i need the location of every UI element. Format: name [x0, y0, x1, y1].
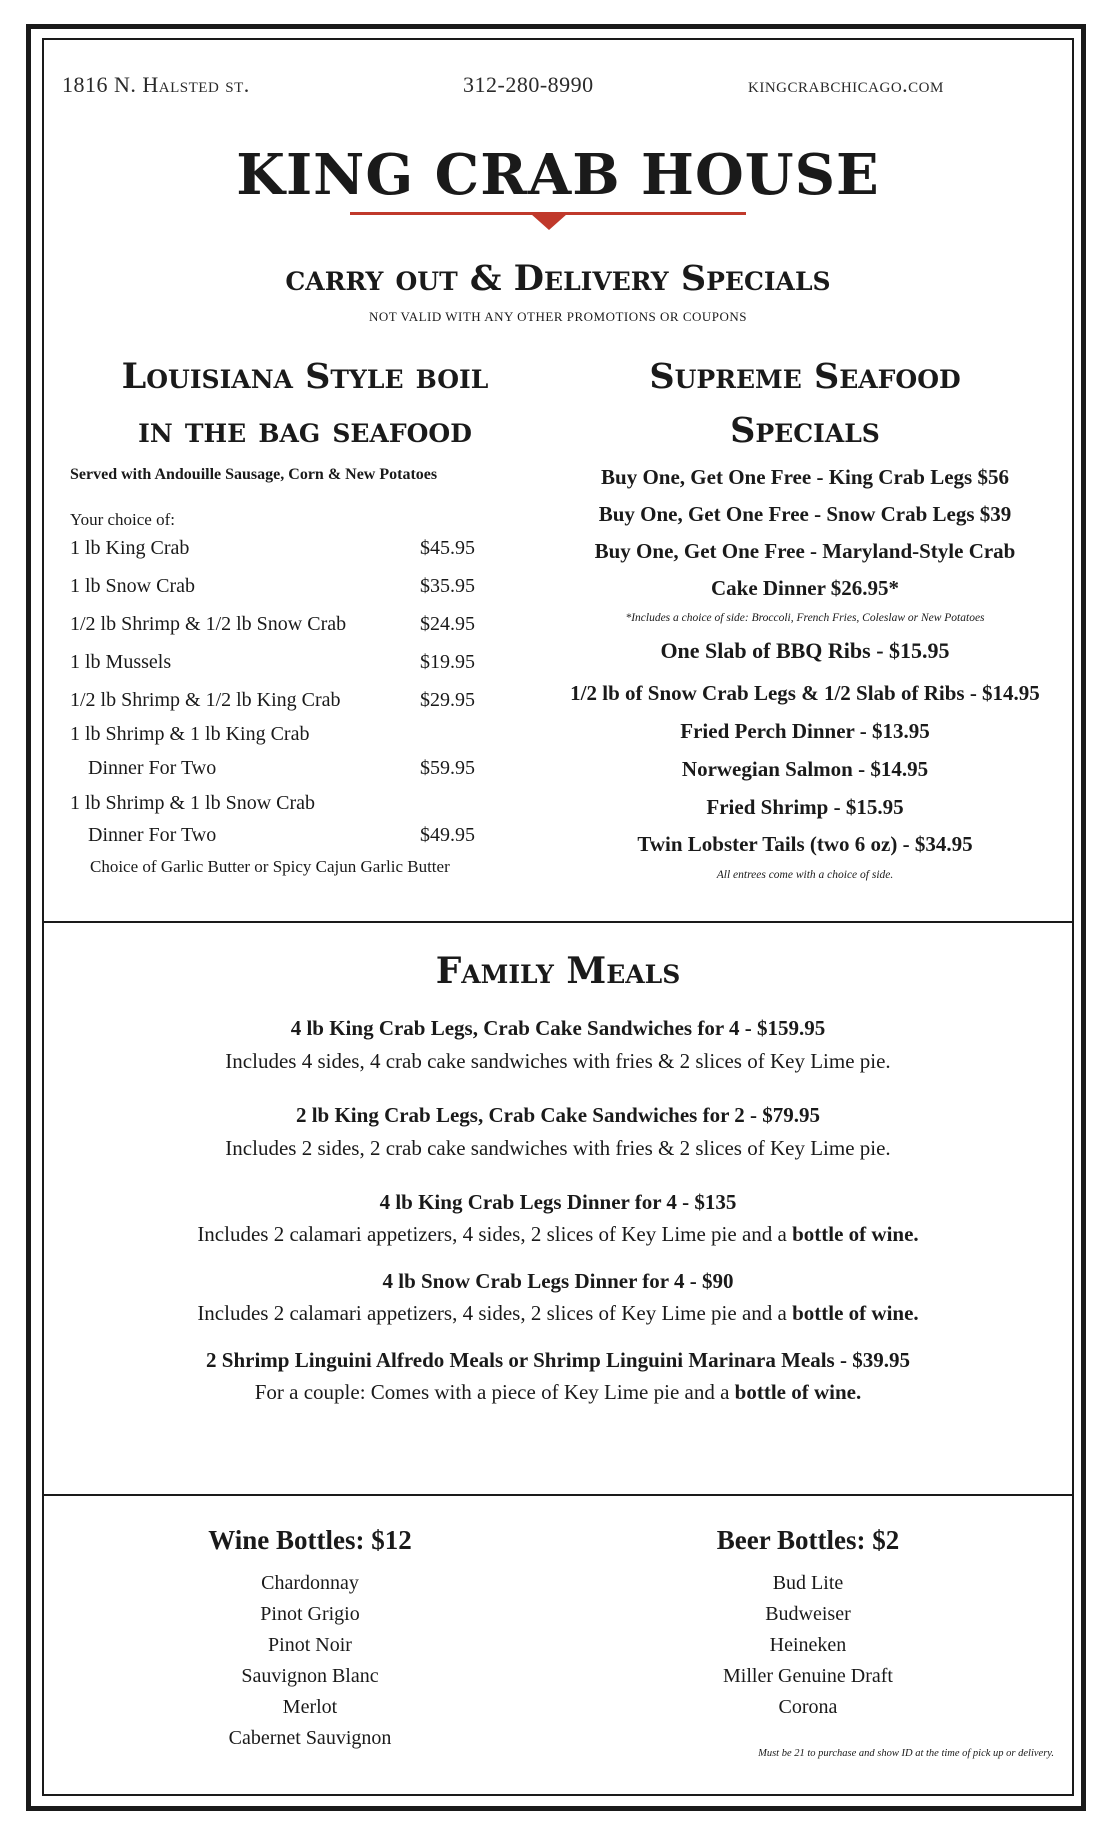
supreme-item: Twin Lobster Tails (two 6 oz) - $34.95 [637, 832, 973, 856]
family-meal-description [0, 1222, 1116, 1247]
beer-list [668, 1568, 948, 1723]
meal-desc-text: Includes 2 sides, 2 crab cake sandwiches with fries & 2 slices of Key Lime pie. [225, 1136, 891, 1160]
family-meal-description [0, 1301, 1116, 1326]
boil-item-price: $24.95 [420, 613, 475, 635]
supreme-item: Fried Shrimp - $15.95 [706, 795, 904, 819]
section-divider-bottom [42, 1494, 1074, 1496]
wine-item: Merlot [282, 1696, 338, 1718]
boil-heading [60, 350, 550, 458]
beer-item: Miller Genuine Draft [723, 1665, 893, 1687]
supreme-item: Fried Perch Dinner - $13.95 [680, 719, 930, 743]
family-meal-name: 2 lb King Crab Legs, Crab Cake Sandwiches for 2 - $79.95 [295, 1103, 821, 1127]
wine-list [170, 1568, 450, 1754]
boil-heading-line2: in the bag seafood [138, 410, 472, 451]
sauce-note: Choice of Garlic Butter or Spicy Cajun Garlic Butter [90, 857, 450, 876]
boil-item: 1 lb Snow Crab [70, 575, 195, 597]
boil-item-price: $45.95 [420, 537, 475, 559]
choice-label: Your choice of: [70, 510, 175, 529]
boil-item: 1/2 lb Shrimp & 1/2 lb King Crab [70, 689, 341, 711]
title-arrow-icon [531, 214, 567, 230]
boil-item: 1 lb Shrimp & 1 lb King Crab [70, 723, 310, 745]
meal-desc-bold: bottle of wine. [734, 1380, 862, 1404]
boil-item-price: $59.95 [420, 757, 475, 779]
wine-item: Sauvignon Blanc [241, 1665, 379, 1687]
family-meal-description [0, 1136, 1116, 1161]
beer-item: Heineken [769, 1634, 847, 1656]
family-meal-description [0, 1380, 1116, 1405]
beer-item: Corona [778, 1696, 838, 1718]
website-link[interactable]: kingcrabchicago.com [748, 72, 944, 97]
supreme-heading-line1: Supreme Seafood [649, 356, 961, 397]
family-meal-name: 4 lb King Crab Legs Dinner for 4 - $135 [379, 1190, 737, 1214]
family-meal-description [0, 1049, 1116, 1074]
meal-desc-text: Includes 2 calamari appetizers, 4 sides, 2 slices of Key Lime pie and a [197, 1222, 793, 1246]
wine-heading: Wine Bottles: $12 [208, 1525, 412, 1555]
beer-heading: Beer Bottles: $2 [716, 1525, 900, 1555]
family-meal-name: 4 lb Snow Crab Legs Dinner for 4 - $90 [382, 1269, 734, 1293]
supreme-heading-line2: Specials [730, 410, 880, 451]
beer-item: Budweiser [765, 1603, 851, 1625]
wine-item: Cabernet Sauvignon [228, 1727, 392, 1749]
wine-item: Chardonnay [261, 1572, 359, 1594]
family-meal-name: 4 lb King Crab Legs, Crab Cake Sandwiches for 4 - $159.95 [290, 1016, 826, 1040]
family-meal-name: 2 Shrimp Linguini Alfredo Meals or Shrimp Linguini Marinara Meals - $39.95 [206, 1348, 910, 1372]
family-meals-heading: Family Meals [435, 950, 681, 992]
supreme-item: 1/2 lb of Snow Crab Legs & 1/2 Slab of Ribs - $14.95 [570, 681, 1040, 705]
boil-item-sub: Dinner For Two [88, 824, 217, 846]
boil-item-price: $29.95 [420, 689, 475, 711]
address: 1816 N. Halsted st. [62, 72, 250, 97]
meal-desc-text: Includes 2 calamari appetizers, 4 sides, 2 slices of Key Lime pie and a [197, 1301, 793, 1325]
boil-item-sub: Dinner For Two [88, 757, 217, 779]
age-requirement-note: Must be 21 to purchase and show ID at the time of pick up or delivery. [758, 1748, 1054, 1759]
meal-desc-text: Includes 4 sides, 4 crab cake sandwiches with fries & 2 slices of Key Lime pie. [225, 1049, 891, 1073]
section-divider-top [42, 921, 1074, 923]
boil-item-price: $49.95 [420, 824, 475, 846]
boil-item: 1 lb Shrimp & 1 lb Snow Crab [70, 792, 316, 814]
restaurant-title: KING CRAB HOUSE [236, 142, 880, 208]
beer-item: Bud Lite [772, 1572, 844, 1594]
supreme-item: One Slab of BBQ Ribs - $15.95 [660, 638, 950, 663]
boil-item-price: $35.95 [420, 575, 475, 597]
entree-side-note: All entrees come with a choice of side. [716, 869, 894, 881]
meal-desc-bold: bottle of wine. [792, 1222, 919, 1246]
boil-item: 1 lb Mussels [70, 651, 172, 673]
supreme-item: Norwegian Salmon - $14.95 [681, 757, 929, 781]
crab-cake-side-note: *Includes a choice of side: Broccoli, French Fries, Coleslaw or New Potatoes [625, 612, 985, 624]
phone-number: 312-280-8990 [463, 72, 594, 97]
served-with-note: Served with Andouille Sausage, Corn & New Potatoes [70, 466, 438, 483]
promotion-disclaimer: NOT VALID WITH ANY OTHER PROMOTIONS OR COUPONS [369, 309, 747, 324]
meal-desc-text: For a couple: Comes with a piece of Key Lime pie and a [254, 1380, 735, 1404]
wine-item: Pinot Grigio [260, 1603, 360, 1625]
supreme-heading [560, 350, 1050, 458]
boil-item: 1 lb King Crab [70, 537, 190, 559]
supreme-item: Buy One, Get One Free - Snow Crab Legs $39 [598, 502, 1012, 526]
boil-heading-line1: Louisiana Style boil [121, 356, 489, 397]
specials-subtitle: carry out & Delivery Specials [285, 258, 831, 299]
supreme-item: Buy One, Get One Free - Maryland-Style Crab [594, 539, 1016, 563]
supreme-item: Buy One, Get One Free - King Crab Legs $56 [601, 465, 1009, 489]
wine-item: Pinot Noir [268, 1634, 352, 1656]
supreme-item: Cake Dinner $26.95* [710, 576, 900, 600]
boil-item: 1/2 lb Shrimp & 1/2 lb Snow Crab [70, 613, 347, 635]
meal-desc-bold: bottle of wine. [792, 1301, 919, 1325]
boil-item-price: $19.95 [420, 651, 475, 673]
